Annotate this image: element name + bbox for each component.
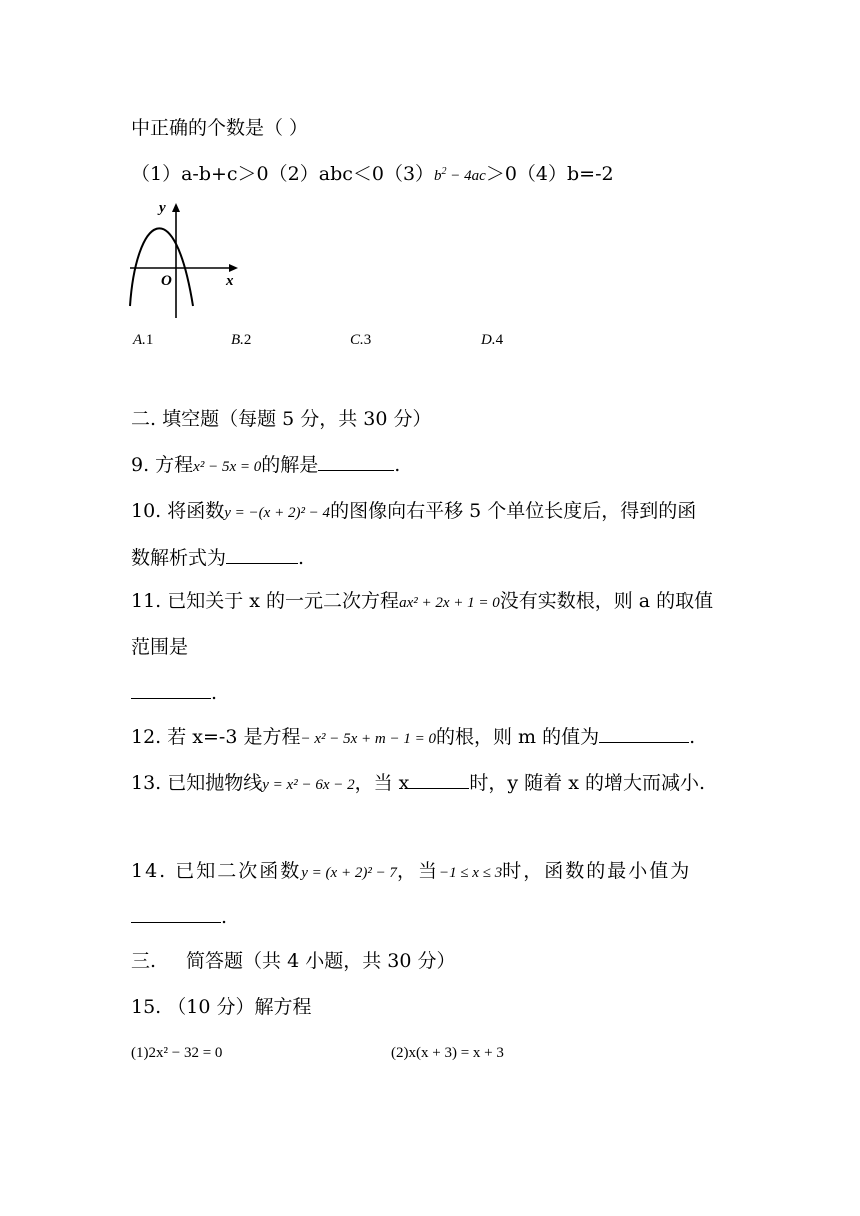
q14-post: 时，函数的最小值为: [502, 860, 692, 882]
q12-pre: 12. 若 x=-3 是方程: [131, 726, 301, 748]
option-d-value: 4: [495, 332, 504, 348]
q13-mid: ，当 x: [354, 772, 410, 794]
q14-line1: [131, 858, 691, 886]
parabola-curve: [130, 228, 193, 306]
option-b-value: 2: [243, 332, 252, 348]
q13-math: y = x² − 6x − 2: [262, 777, 355, 793]
q11-end: .: [211, 682, 218, 704]
q10-answer-blank[interactable]: [226, 545, 298, 564]
q12-math: − x² − 5x + m − 1 = 0: [300, 731, 436, 747]
origin-label: O: [161, 273, 172, 289]
q11-math: ax² + 2x + 1 = 0: [399, 595, 500, 611]
q9-pre: 9. 方程: [131, 454, 194, 476]
section3-num: 三.: [131, 950, 157, 972]
parabola-graph: [126, 198, 242, 322]
q11-answer-blank[interactable]: [131, 680, 211, 699]
q10-end: .: [298, 547, 305, 569]
option-b: [231, 332, 251, 349]
q15-title: 15. （10 分）解方程: [131, 996, 312, 1018]
q12-answer-blank[interactable]: [599, 724, 689, 743]
q9-post: 的解是: [261, 454, 319, 476]
option-c-value: 3: [363, 332, 372, 348]
option-a-value: 1: [145, 332, 154, 348]
section3-heading: [131, 948, 455, 974]
q12-end: .: [689, 726, 696, 748]
q10-line1: [131, 498, 696, 526]
q13: [131, 770, 705, 798]
q8-statements: [131, 161, 614, 189]
q13-pre: 13. 已知抛物线: [131, 772, 263, 794]
q14-end: .: [221, 906, 228, 928]
q10-pre: 10. 将函数: [131, 500, 225, 522]
q9-math: x² − 5x = 0: [193, 459, 262, 475]
q11-post: 没有实数根，则 a 的取值: [499, 590, 714, 612]
q13-answer-blank[interactable]: [409, 770, 469, 789]
option-d-letter: D.: [481, 332, 496, 348]
q9-answer-blank[interactable]: [318, 452, 394, 471]
q12: [131, 724, 695, 752]
q10-line2: [131, 545, 304, 571]
q14-pre: 14. 已知二次函数: [131, 860, 302, 882]
q13-post: 时，y 随着 x 的增大而减小.: [469, 772, 705, 794]
q11-pre: 11. 已知关于 x 的一元二次方程: [131, 590, 400, 612]
x-axis-arrow: [229, 264, 238, 272]
q9-end: .: [394, 454, 401, 476]
option-c-letter: C.: [350, 332, 364, 348]
option-b-letter: B.: [231, 332, 244, 348]
q14-answer-blank[interactable]: [131, 904, 221, 923]
q10-line2-text: 数解析式为: [131, 547, 227, 569]
q11-line3: [131, 680, 217, 706]
q8-four-ac: − 4ac: [446, 168, 486, 184]
q8-stem: 中正确的个数是（ ）: [131, 117, 309, 139]
y-axis-label: y: [159, 200, 166, 216]
q11-line2: 范围是: [131, 636, 189, 658]
section2-title: 二. 填空题（每题 5 分，共 30 分）: [131, 408, 432, 430]
option-d: [481, 332, 503, 349]
q15-eq2: (2)x(x + 3) = x + 3: [391, 1045, 504, 1061]
option-a: [133, 332, 153, 349]
q10-math: y = −(x + 2)² − 4: [224, 505, 331, 521]
q14-math: y = (x + 2)² − 7: [301, 865, 397, 881]
q14-mid: ，当: [396, 860, 439, 882]
q8-discriminant: $b^2 - 4ac$: [434, 166, 486, 184]
q15-eq1: (1)2x² − 32 = 0: [131, 1045, 223, 1061]
q8-statements-a: （1）a-b+c＞0（2）abc＜0（3）: [131, 163, 435, 185]
q14-line2: [131, 904, 227, 930]
q9: [131, 452, 400, 480]
option-c: [350, 332, 371, 349]
q10-post: 的图像向右平移 5 个单位长度后，得到的函: [330, 500, 697, 522]
q14-math2: −1 ≤ x ≤ 3: [438, 865, 503, 881]
q12-post: 的根，则 m 的值为: [436, 726, 600, 748]
option-a-letter: A.: [133, 332, 146, 348]
section3-title: 简答题（共 4 小题，共 30 分）: [186, 950, 456, 972]
q8-b: b: [434, 168, 442, 184]
y-axis-arrow: [172, 203, 180, 212]
x-axis-label: x: [226, 273, 234, 289]
q8-statements-b: ＞0（4）b=-2: [485, 163, 614, 185]
q11-line1: [131, 588, 713, 616]
